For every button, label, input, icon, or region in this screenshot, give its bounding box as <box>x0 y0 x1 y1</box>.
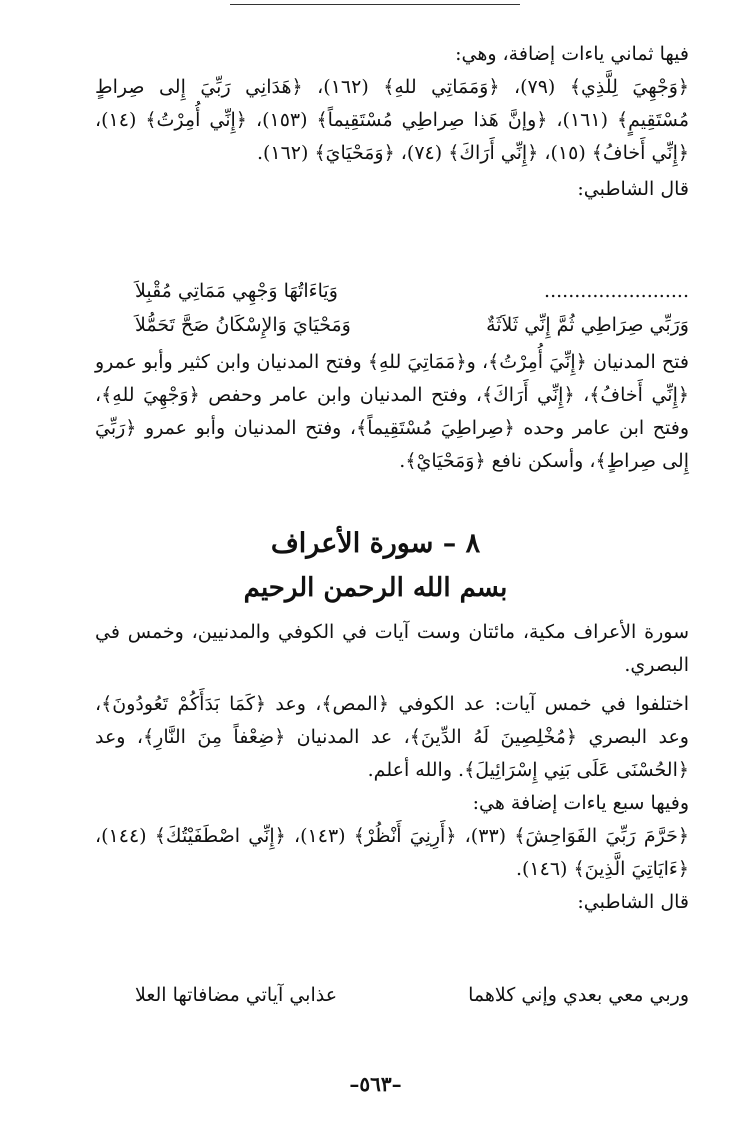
section2-intro: سورة الأعراف مكية، مائتان وست آيات في الكوفي والمدنيين، وخمس في البصري. <box>95 621 689 676</box>
verse2-second-hemistich: وَمَحْيَايَ وَالإِسْكَانُ صَحَّ تَحَمُّلاَ <box>135 314 351 336</box>
section2-ya-list: ﴿حَرَّمَ رَبِّيَ الفَوَاحِشَ﴾ (٣٣)، ﴿أَرِنِيَ أَنْظُرْ﴾ (١٤٣)، ﴿إِنِّي اصْطَفَيْتُكَ﴾ (١٤٤)، ﴿ءَايَاتِيَ الَّذِينَ﴾ (١٤٦). <box>95 825 689 880</box>
basmala: بسم الله الرحمن الرحيم <box>243 573 508 603</box>
verse3-first-hemistich: وربي معي بعدي وإني كلاهما <box>468 984 689 1006</box>
section1-commentary: فتح المدنيان ﴿إِنِّيَ أُمِرْتُ﴾، و﴿مَمَاتِيَ للهِ﴾ وفتح المدنيان وابن كثير وأبو عمرو ﴿إِنِّي أَخافُ﴾، ﴿إِنِّي أَرَاكَ﴾، وفتح المدنيان وابن عامر وحفص ﴿وَجْهِيَ للهِ﴾، وفتح ابن عامر وحده ﴿صِراطِيَ مُسْتَقِيماً﴾، وفتح المدنيان وأبو عمرو ﴿رَبِّيَ إِلى صِراطٍ﴾، وأسكن نافع ﴿وَمَحْيَايْ﴾. <box>95 351 689 472</box>
section2-text <box>95 616 689 919</box>
section2-ya-intro: وفيها سبع ياءات إضافة هي: <box>472 792 689 814</box>
surah-title: ٨ – سورة الأعراف <box>270 528 481 559</box>
verse1-first-hemistich: ........................ <box>544 280 689 302</box>
verse2-first-hemistich: وَرَبِّي صِرَاطِي ثُمَّ إِنِّي ثَلاَثَةٌ <box>486 314 689 336</box>
section1-body: ﴿وَجْهِيَ لِلَّذِي﴾ (٧٩)، ﴿وَمَمَاتِي للهِ﴾ (١٦٢)، ﴿هَدَانِي رَبِّيَ إِلى صِراطٍ مُسْتَقِيمٍ﴾ (١٦١)، ﴿وإنَّ هَذا صِراطِي مُسْتَقِيماً﴾ (١٥٣)، ﴿إِنِّي أُمِرْتُ﴾ (١٤)، ﴿إِنِّي أَخافُ﴾ (١٥)، ﴿إِنِّي أَرَاكَ﴾ (٧٤)، ﴿وَمَحْيَايَ﴾ (١٦٢). <box>95 76 690 164</box>
verse-line-1 <box>95 276 689 306</box>
section1-poet-label: قال الشاطبي: <box>577 178 689 200</box>
section2-variants: اختلفوا في خمس آيات: عد الكوفي ﴿المص﴾، وعد ﴿كَمَا بَدَأَكُمْ تَعُودُونَ﴾، وعد البصري ﴿مُخْلِصِينَ لَهُ الدِّينَ﴾، عد المدنيان ﴿ضِعْفاً مِنَ النَّارِ﴾، وعد ﴿الحُسْنَى عَلَى بَنِي إِسْرَائِيلَ﴾. والله أعلم. <box>95 693 689 781</box>
section2-poet-label: قال الشاطبي: <box>577 891 689 913</box>
section1-text <box>95 38 689 206</box>
verse-line-2 <box>95 310 689 340</box>
top-rule <box>230 4 520 5</box>
verse-line-3 <box>95 980 689 1010</box>
section1-intro: فيها ثماني ياءات إضافة، وهي: <box>455 43 689 65</box>
verse1-second-hemistich: وَيَاءَاتُهَا وَجْهِي مَمَاتِي مُقْبِلاَ <box>135 280 338 302</box>
section1-commentary-block <box>95 346 689 478</box>
verse3-second-hemistich: عذابي آياتي مضافاتها العلا <box>135 984 338 1006</box>
page-number: –٥٦٣– <box>349 1072 402 1096</box>
